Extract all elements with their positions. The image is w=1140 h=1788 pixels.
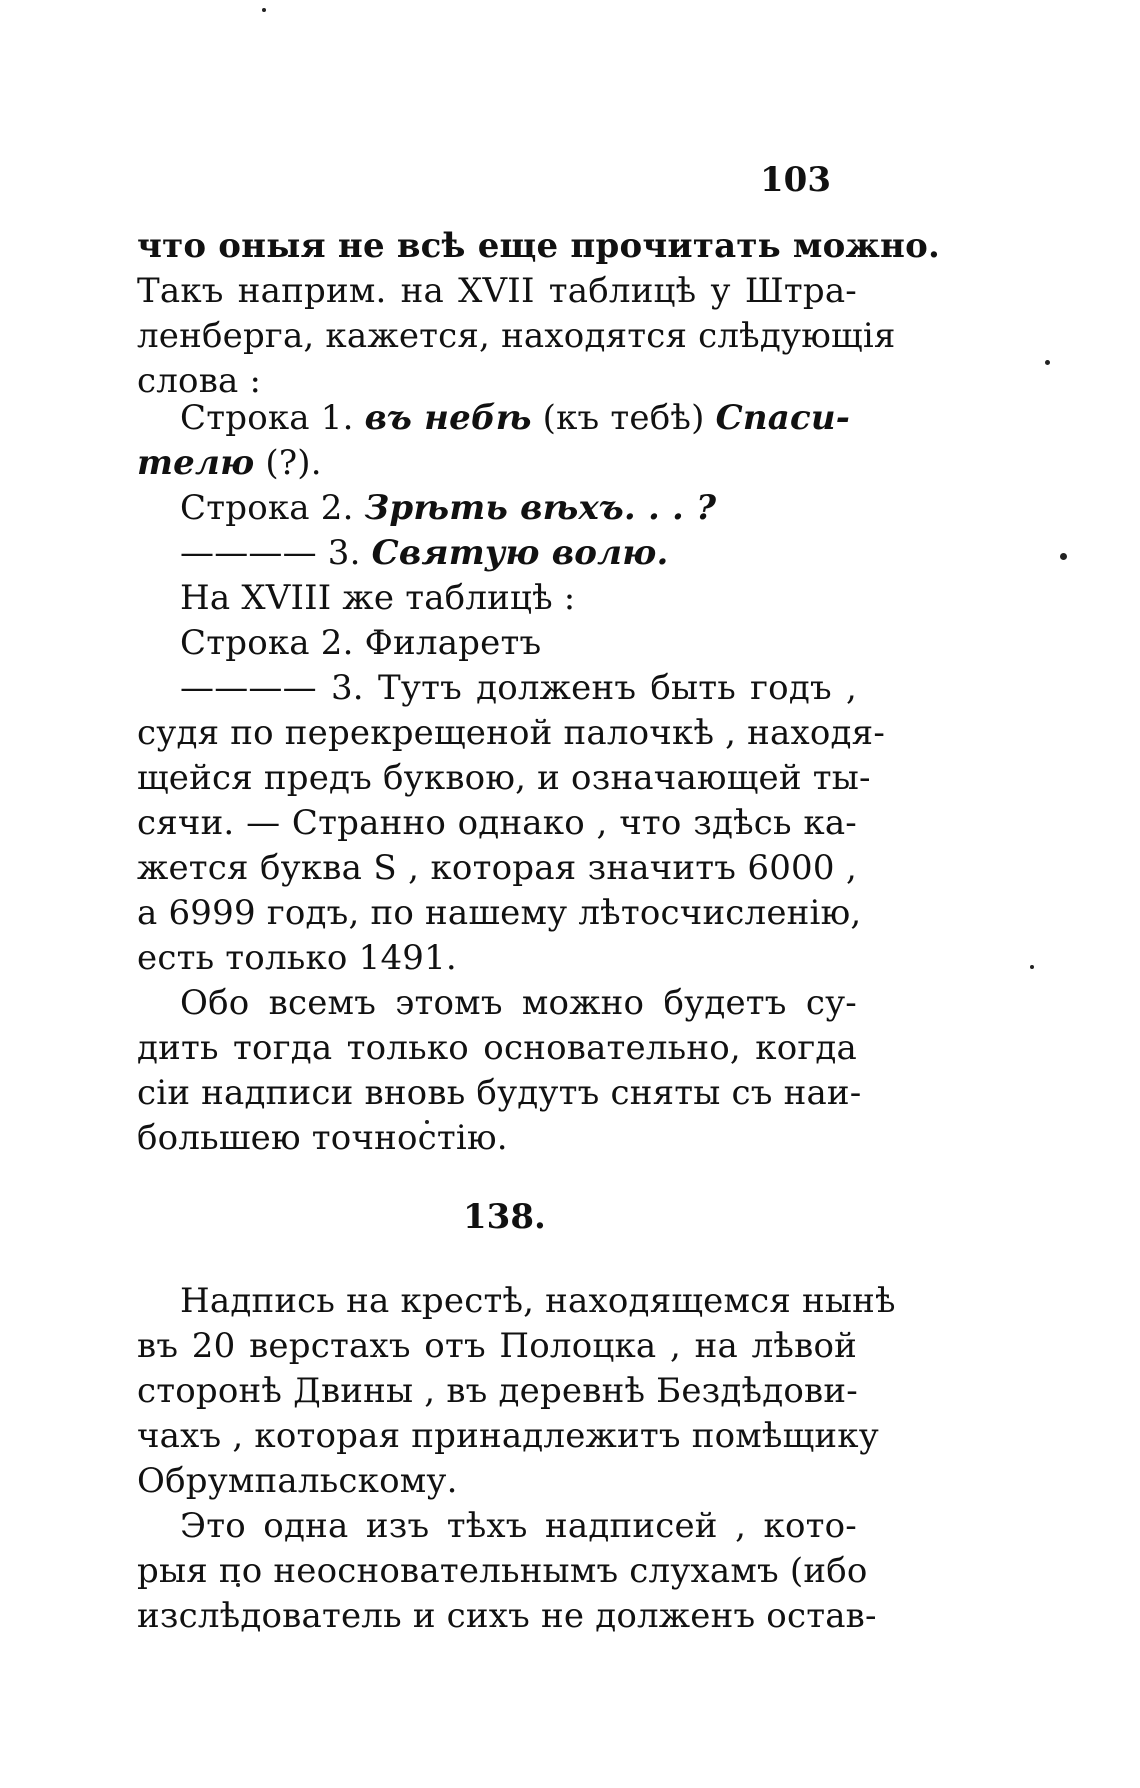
text-line: большею точностію. [137,1118,508,1158]
italic-phrase: Спаси- [715,398,851,438]
question-mark: (?). [265,443,322,483]
stroka-1-line [180,397,850,439]
text-line: сячи. — Странно однако , что здѣсь ка- [137,803,857,843]
stroka-1-continuation [137,442,322,484]
text-line: ———— 3. Тутъ долженъ быть годъ , [180,668,857,708]
stroka-2-line [180,487,716,529]
text-line: Обрумпальскому. [137,1461,458,1501]
text-line: Обо всемъ этомъ можно будетъ су- [180,983,857,1023]
text-line: а 6999 годъ, по нашему лѣтосчисленію, [137,893,862,933]
italic-phrase: въ небѣ [364,398,532,438]
text-line: сторонѣ Двины , въ деревнѣ Бездѣдови- [137,1371,858,1411]
text-line: Такъ наприм. на XVII таблицѣ у Штра- [137,271,857,311]
text-line: Надпись на крестѣ, находящемся нынѣ [180,1281,896,1321]
italic-phrase: Зрѣть вѣхъ. . . ? [364,488,717,528]
stroka-label: Строка 2. [180,488,354,528]
print-speck [262,8,266,12]
print-speck [1045,360,1050,365]
stroka-label: Строка 1. [180,398,354,438]
text-line: Строка 2. Филаретъ [180,623,542,663]
page-number: 103 [760,160,831,200]
text-line: щейся предъ буквою, и означающей ты- [137,758,871,798]
text-line: судя по перекрещеной палочкѣ , находя- [137,713,886,753]
print-speck [1030,965,1034,969]
text-line: дить тогда только основательно, когда [137,1028,857,1068]
section-number: 138. [463,1197,546,1237]
text-line: изслѣдователь и сихъ не долженъ остав- [137,1596,877,1636]
text-line: что оныя не всѣ еще прочитать можно. [137,226,941,266]
text-line: жется буква S , которая значитъ 6000 , [137,848,857,888]
text-line: есть только 1491. [137,938,457,978]
text-line: сіи надписи вновь будутъ сняты съ наи- [137,1073,862,1113]
italic-phrase: Святую волю. [371,533,669,573]
text-line: слова : [137,361,262,401]
text-line: чахъ , которая принадлежитъ помѣщику [137,1416,879,1456]
italic-phrase: телю [137,443,255,483]
text-line: Это одна изъ тѣхъ надписей , кото- [180,1506,857,1546]
table-18-heading: На XVIII же таблицѣ : [180,578,576,618]
print-speck [1060,553,1067,560]
stroka-label: ———— 3. [180,533,361,573]
text-line: въ 20 верстахъ отъ Полоцка , на лѣвой [137,1326,857,1366]
text-line: ленберга, кажется, находятся слѣдующія [137,316,896,356]
parenthetical: (къ тебѣ) [542,398,705,438]
stroka-3-line [180,532,669,574]
text-line: рыя по неосновательнымъ слухамъ (ибо [137,1551,868,1591]
